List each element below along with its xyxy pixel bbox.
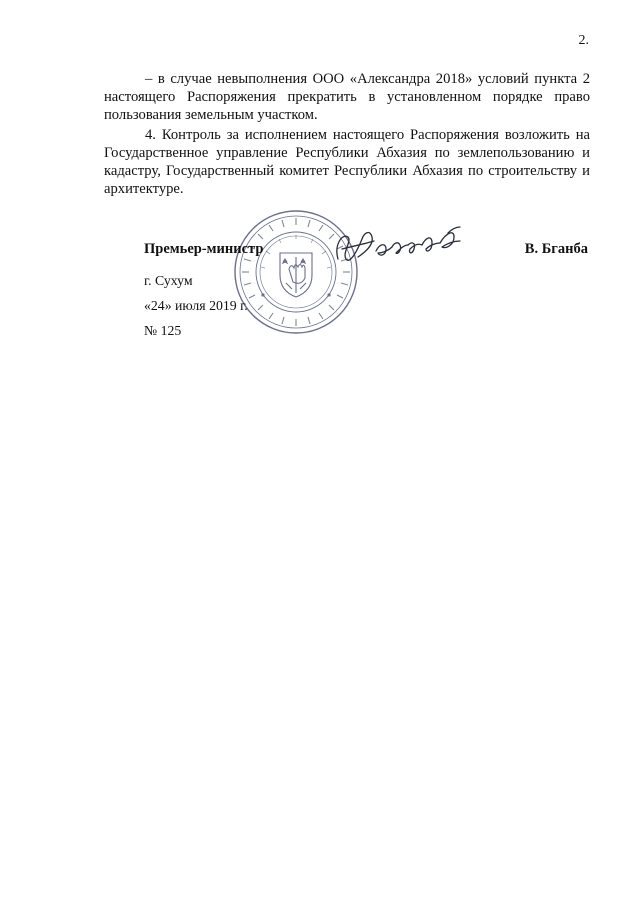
signatory-title: Премьер-министр: [144, 241, 264, 257]
document-place: г. Сухум: [144, 273, 193, 288]
page-number: 2.: [578, 33, 589, 48]
body-text: [104, 70, 590, 200]
document-date: «24» июля 2019 г.: [144, 298, 248, 313]
paragraph-termination-clause: – в случае невыполнения ООО «Александра 2018» условий пункта 2 настоящего Распоряжения прекратить в установленном порядке право пользования земельным участком.: [104, 71, 590, 123]
paragraph-control-clause: 4. Контроль за исполнением настоящего Распоряжения возложить на Государственное управление Республики Абхазия по землепользованию и кадастру, Государственный комитет Республики Абхазия по строительству и архитектуре.: [104, 127, 590, 197]
document-number: № 125: [144, 323, 182, 338]
signatory-name: В. Бганба: [524, 241, 588, 257]
handwritten-signature-icon: [328, 219, 468, 277]
